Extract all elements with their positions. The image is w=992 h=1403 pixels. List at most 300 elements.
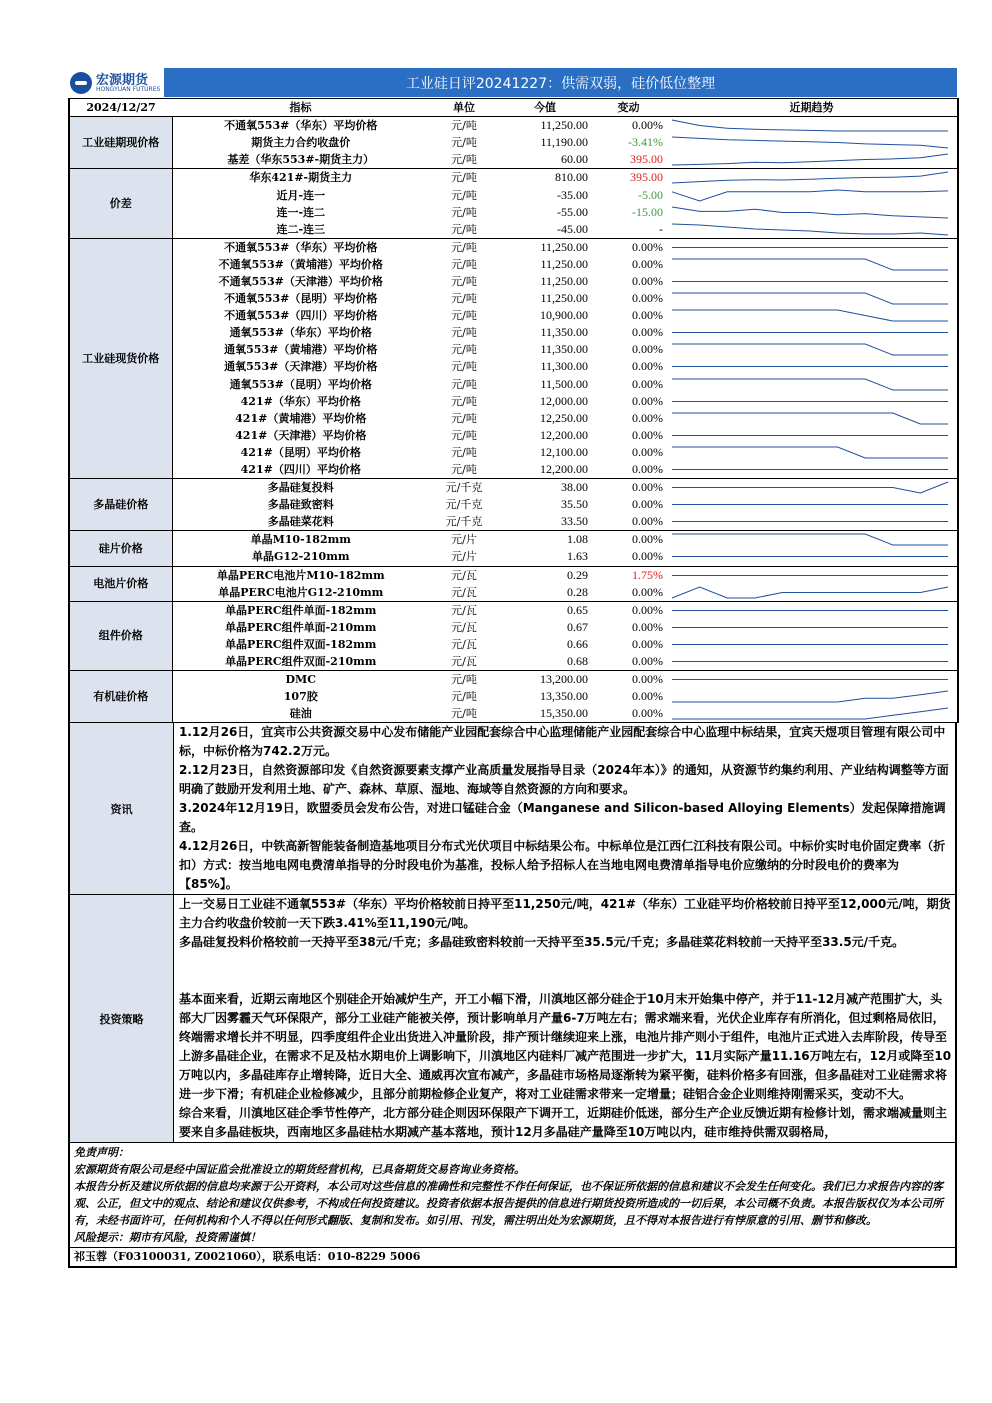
value-cell: 810.00	[555, 170, 588, 185]
table-row	[69, 619, 958, 636]
indicator-name: 华东421#-期货主力	[249, 171, 353, 185]
unit-cell: 元/瓦	[451, 620, 477, 634]
trend-line	[672, 344, 948, 355]
unit-cell: 元/吨	[429, 461, 499, 479]
table-row	[69, 307, 958, 324]
logo-name-en: HONGYUAN FUTURES	[96, 85, 161, 93]
trend-cell	[666, 461, 958, 479]
trend-cell	[666, 671, 958, 689]
change-cell: 395.00	[630, 170, 663, 185]
trend-line	[672, 587, 948, 598]
unit-cell: 元/吨	[451, 205, 477, 219]
trend-cell	[666, 705, 958, 723]
disclaimer-line: 宏源期货有限公司是经中国证监会批准设立的期货经营机构，已具备期货交易咨询业务资格。	[74, 1163, 525, 1177]
unit-cell: 元/吨	[451, 326, 477, 340]
table-header-row	[69, 99, 958, 117]
trend-line	[672, 379, 948, 390]
trend-cell	[666, 636, 958, 653]
unit-cell: 元/吨	[451, 292, 477, 306]
trend-cell	[666, 204, 958, 221]
value-cell: 12,200.00	[540, 427, 588, 442]
change-cell: 0.00%	[632, 672, 663, 687]
indicator-name: 基差（华东553#-期货主力）	[172, 151, 429, 169]
indicator-name: 通氧553#（华东）平均价格	[229, 326, 372, 340]
value-cell: -45.00	[499, 221, 591, 239]
category-label: 有机硅价格	[69, 671, 172, 723]
table-row	[69, 169, 958, 187]
value-cell: 11,350.00	[540, 325, 588, 340]
trend-cell	[666, 548, 958, 566]
strategy-paragraph: 多晶硅复投料价格较前一天持平至38元/千克；多晶硅致密料较前一天持平至35.5元/千克；多晶硅菜花料较前一天持平至33.5元/千克。	[179, 935, 905, 950]
trend-cell	[666, 601, 958, 619]
change-cell: 0.00%	[632, 636, 663, 651]
category-label: 电池片价格	[69, 566, 172, 601]
news-section	[68, 723, 957, 895]
trend-sparkline	[666, 393, 958, 410]
indicator-name: 单晶M10-182mm	[250, 533, 351, 547]
category-label: 工业硅期现价格	[69, 117, 172, 169]
logo-name-cn: 宏源期货	[96, 72, 149, 88]
trend-sparkline	[666, 187, 958, 204]
trend-sparkline	[666, 341, 958, 358]
price-table	[68, 98, 959, 723]
trend-line	[672, 482, 948, 493]
indicator-name: 单晶PERC组件双面-210mm	[172, 653, 429, 671]
trend-cell	[666, 151, 958, 169]
value-cell: 0.29	[567, 567, 588, 582]
indicator-name: 单晶PERC电池片G12-210mm	[172, 584, 429, 602]
unit-cell: 元/吨	[451, 343, 477, 357]
trend-cell	[666, 427, 958, 444]
value-cell: 11,250.00	[540, 239, 588, 254]
trend-sparkline	[666, 134, 958, 151]
table-row	[69, 496, 958, 513]
trend-sparkline	[666, 221, 958, 238]
unit-cell: 元/瓦	[451, 637, 477, 651]
disclaimer-heading: 免责声明：	[74, 1146, 129, 1160]
change-cell: 0.00%	[632, 118, 663, 133]
indicator-name: 单晶PERC组件双面-182mm	[225, 637, 377, 651]
table-row	[69, 584, 958, 602]
trend-sparkline	[666, 671, 958, 688]
strategy-body	[174, 895, 955, 1142]
trend-sparkline	[666, 273, 958, 290]
change-cell: 0.00%	[632, 602, 663, 617]
analyst-footer: 祁玉蓉（F03100031, Z0021060），联系电话：010-8229 5006	[68, 1248, 957, 1268]
indicator-name: 近月-连一	[276, 188, 326, 202]
table-row	[69, 358, 958, 375]
unit-cell: 元/瓦	[429, 584, 499, 602]
trend-sparkline	[666, 636, 958, 653]
trend-sparkline	[666, 602, 958, 619]
value-cell: 0.68	[499, 653, 591, 671]
table-row	[69, 601, 958, 619]
trend-cell	[666, 513, 958, 531]
indicator-name: 单晶G12-210mm	[172, 548, 429, 566]
trend-sparkline	[666, 444, 958, 461]
value-cell: 12,250.00	[540, 410, 588, 425]
change-cell: -15.00	[632, 204, 663, 219]
trend-sparkline	[666, 496, 958, 513]
value-cell: 1.63	[499, 548, 591, 566]
category-label: 工业硅现货价格	[69, 238, 172, 478]
table-row	[69, 531, 958, 549]
trend-sparkline	[666, 584, 958, 601]
indicator-name: 单晶PERC组件单面-182mm	[225, 603, 377, 617]
trend-sparkline	[666, 376, 958, 393]
indicator-name: 通氧553#（天津港）平均价格	[224, 360, 378, 374]
trend-line	[672, 293, 948, 304]
value-cell: 12,000.00	[540, 393, 588, 408]
table-row	[69, 427, 958, 444]
unit-cell: 元/吨	[451, 274, 477, 288]
indicator-name: 多晶硅菜花料	[172, 513, 429, 531]
trend-cell	[666, 619, 958, 636]
change-cell: 0.00%	[591, 584, 666, 602]
table-row	[69, 705, 958, 723]
value-cell: 38.00	[561, 480, 588, 495]
unit-cell: 元/吨	[451, 673, 477, 687]
change-cell: 0.00%	[632, 359, 663, 374]
unit-cell: 元/千克	[445, 481, 483, 495]
trend-cell	[666, 479, 958, 497]
change-cell: 0.00%	[591, 705, 666, 723]
trend-line	[672, 534, 948, 545]
trend-sparkline	[666, 653, 958, 670]
unit-cell: 元/吨	[451, 690, 477, 704]
value-cell: 12,200.00	[499, 461, 591, 479]
indicator-name: 多晶硅复投料	[267, 481, 334, 495]
unit-cell: 元/吨	[451, 411, 477, 425]
unit-cell: 元/吨	[429, 221, 499, 239]
trend-cell	[666, 169, 958, 187]
trend-cell	[666, 584, 958, 602]
trend-cell	[666, 531, 958, 549]
trend-sparkline	[666, 567, 958, 584]
change-cell: 0.00%	[632, 689, 663, 704]
trend-sparkline	[666, 479, 958, 496]
unit-cell: 元/吨	[429, 705, 499, 723]
trend-sparkline	[666, 256, 958, 273]
change-cell: 1.75%	[632, 567, 663, 582]
indicator-name: 421#（黄埔港）平均价格	[235, 411, 367, 425]
trend-line	[672, 310, 948, 321]
change-cell: 0.00%	[632, 376, 663, 391]
indicator-name: 通氧553#（黄埔港）平均价格	[224, 343, 378, 357]
unit-cell: 元/吨	[451, 257, 477, 271]
trend-line	[672, 190, 948, 201]
trend-line	[672, 413, 948, 424]
trend-sparkline	[666, 290, 958, 307]
table-row	[69, 238, 958, 256]
change-cell: -5.00	[638, 187, 663, 202]
report-date: 2024/12/27	[69, 99, 172, 117]
trend-cell	[666, 653, 958, 671]
indicator-name: 421#（华东）平均价格	[240, 394, 361, 408]
value-cell: 11,250.00	[540, 256, 588, 271]
indicator-name: 不通氧553#（黄埔港）平均价格	[218, 257, 383, 271]
change-cell: 0.00%	[632, 393, 663, 408]
report-header	[68, 68, 957, 98]
strategy-paragraph: 上一交易日工业硅不通氧553#（华东）平均价格较前日持平至11,250元/吨，421#（华东）工业硅平均价格较前日持平至12,000元/吨，期货主力合约收盘价较前一天下跌3.41%至11,190元/吨。	[179, 897, 951, 931]
trend-line	[672, 207, 948, 218]
value-cell: 35.50	[561, 497, 588, 512]
table-row	[69, 444, 958, 461]
indicator-name: 不通氧553#（华东）平均价格	[224, 119, 378, 133]
change-cell: 0.00%	[591, 513, 666, 531]
trend-cell	[666, 324, 958, 341]
unit-cell: 元/片	[451, 533, 477, 547]
category-label: 价差	[69, 169, 172, 238]
unit-cell: 元/吨	[451, 171, 477, 185]
unit-cell: 元/吨	[451, 240, 477, 254]
change-cell: 0.00%	[632, 532, 663, 547]
category-label: 组件价格	[69, 601, 172, 670]
value-cell: 11,250.00	[540, 291, 588, 306]
change-cell: 0.00%	[632, 342, 663, 357]
unit-cell: 元/吨	[451, 377, 477, 391]
company-logo	[68, 68, 162, 98]
trend-cell	[666, 410, 958, 427]
trend-line	[672, 154, 948, 165]
indicator-name: 不通氧553#（华东）平均价格	[224, 240, 378, 254]
table-row	[69, 273, 958, 290]
indicator-name: 不通氧553#（天津港）平均价格	[218, 274, 383, 288]
change-cell: 0.00%	[632, 273, 663, 288]
disclaimer-line: 风险提示：期市有风险，投资需谨慎！	[74, 1231, 261, 1245]
trend-line	[672, 120, 948, 131]
change-cell: -3.41%	[628, 135, 663, 150]
change-cell: 0.00%	[632, 239, 663, 254]
value-cell: -35.00	[557, 187, 588, 202]
value-cell: 13,350.00	[540, 689, 588, 704]
table-row	[69, 151, 958, 169]
trend-sparkline	[666, 619, 958, 636]
indicator-name: 421#（昆明）平均价格	[240, 445, 361, 459]
col-value: 今值	[499, 99, 591, 117]
trend-sparkline	[666, 151, 958, 168]
indicator-name: 107胶	[283, 690, 318, 704]
news-item: 2.12月23日，自然资源部印发《自然资源要素支撑产业高质量发展指导目录（2024年本）》的通知，从资源节约集约利用、产业结构调整等方面明确了鼓励开发利用土地、矿产、森林、草原、湿地、海域等自然资源的方向和要求。	[179, 763, 949, 797]
value-cell: 10,900.00	[540, 308, 588, 323]
news-label: 资讯	[70, 723, 174, 894]
table-row	[69, 636, 958, 653]
trend-line	[672, 259, 948, 270]
unit-cell: 元/吨	[451, 394, 477, 408]
indicator-name: 单晶PERC电池片M10-182mm	[216, 568, 385, 582]
trend-line	[672, 708, 948, 719]
change-cell: 0.00%	[632, 410, 663, 425]
col-indicator: 指标	[172, 99, 429, 117]
indicator-name: 连一-连二	[276, 205, 326, 219]
trend-cell	[666, 221, 958, 239]
unit-cell: 元/千克	[445, 498, 483, 512]
strategy-section	[68, 895, 957, 1143]
value-cell: 11,250.00	[540, 273, 588, 288]
trend-sparkline	[666, 307, 958, 324]
trend-cell	[666, 186, 958, 203]
news-item: 1.12月26日，宜宾市公共资源交易中心发布储能产业园配套综合中心监理储能产业园配套综合中心监理中标结果，宜宾天煜项目管理有限公司中标，中标价格为742.2万元。	[179, 725, 946, 759]
unit-cell: 元/片	[429, 548, 499, 566]
trend-sparkline	[666, 410, 958, 427]
unit-cell: 元/吨	[451, 360, 477, 374]
table-row	[69, 186, 958, 203]
change-cell: 0.00%	[632, 325, 663, 340]
news-body	[174, 723, 955, 894]
indicator-name: 通氧553#（昆明）平均价格	[229, 377, 372, 391]
value-cell: 12,100.00	[540, 444, 588, 459]
report-title: 工业硅日评20241227：供需双弱，硅价低位整理	[164, 68, 957, 97]
table-row	[69, 393, 958, 410]
table-row	[69, 341, 958, 358]
trend-line	[672, 447, 948, 458]
trend-sparkline	[666, 513, 958, 530]
value-cell: 0.66	[567, 636, 588, 651]
trend-cell	[666, 566, 958, 584]
col-change: 变动	[591, 99, 666, 117]
change-cell: 0.00%	[591, 461, 666, 479]
trend-cell	[666, 376, 958, 393]
trend-cell	[666, 307, 958, 324]
table-row	[69, 134, 958, 151]
trend-sparkline	[666, 358, 958, 375]
unit-cell: 元/吨	[451, 428, 477, 442]
change-cell: 0.00%	[632, 619, 663, 634]
value-cell: 11,350.00	[540, 342, 588, 357]
table-row	[69, 479, 958, 497]
table-row	[69, 290, 958, 307]
indicator-name: 421#（四川）平均价格	[172, 461, 429, 479]
value-cell: 1.08	[567, 532, 588, 547]
strategy-label: 投资策略	[70, 895, 174, 1142]
trend-cell	[666, 117, 958, 135]
strategy-paragraph: 基本面来看，近期云南地区个别硅企开始减炉生产，开工小幅下滑，川滇地区部分硅企于10月末开始集中停产，并于11-12月减产范围扩大，头部大厂因雾霾天气环保限产，部分工业硅产能被关停，预计影响单月产量6-7万吨左右；需求端来看，光伏企业库存有所消化，但过剩格局依旧，终端需求增长并不明显，四季度组件企业出货进入冲量阶段，排产预计继续迎来上涨，电池片排产则小于组件，电池片正式进入去库阶段，传导至上游多晶硅企业，在需求不足及枯水期电价上调影响下，川滇地区内硅料厂减产范围进一步扩大，11月实际产量11.16万吨左右，12月或降至10万吨以内，多晶硅库存止增转降，近日大全、通威再次宣布减产，多晶硅市场格局逐渐转为紧平衡，硅料价格多有回涨，但多晶硅对工业硅需求将进一步下滑；有机硅企业检修减少，且部分前期检修企业复产，将对工业硅需求带来一定增量；硅铝合金企业则维持刚需采买，变动不大。	[179, 992, 952, 1102]
table-row	[69, 653, 958, 671]
strategy-paragraph: 综合来看，川滇地区硅企季节性停产，北方部分硅企则因环保限产下调开工，近期硅价低迷，部分生产企业反馈近期有检修计划，需求端减量则主要来自多晶硅板块，西南地区多晶硅枯水期减产基本落地，预计12月多晶硅产量降至10万吨以内，硅市维持供需双弱格局，	[179, 1106, 948, 1140]
unit-cell: 元/吨	[451, 188, 477, 202]
unit-cell: 元/瓦	[451, 603, 477, 617]
category-label: 硅片价格	[69, 531, 172, 566]
unit-cell: 元/千克	[429, 513, 499, 531]
trend-cell	[666, 256, 958, 273]
trend-cell	[666, 134, 958, 151]
value-cell: 33.50	[499, 513, 591, 531]
news-item: 3.2024年12月19日，欧盟委员会发布公告，对进口锰硅合金（Manganese and Silicon-based Alloying Elements）发起保障措施调查。	[179, 801, 946, 835]
indicator-name: DMC	[285, 673, 316, 687]
col-unit: 单位	[429, 99, 499, 117]
trend-sparkline	[666, 705, 958, 722]
trend-sparkline	[666, 324, 958, 341]
unit-cell: 元/吨	[429, 151, 499, 169]
table-row	[69, 410, 958, 427]
table-row	[69, 548, 958, 566]
trend-cell	[666, 290, 958, 307]
value-cell: 60.00	[499, 151, 591, 169]
trend-sparkline	[666, 427, 958, 444]
trend-cell	[666, 341, 958, 358]
unit-cell: 元/吨	[451, 309, 477, 323]
table-row	[69, 688, 958, 705]
unit-cell: 元/吨	[451, 445, 477, 459]
trend-sparkline	[666, 169, 958, 186]
trend-sparkline	[666, 531, 958, 548]
value-cell: 15,350.00	[499, 705, 591, 723]
table-row	[69, 376, 958, 393]
table-row	[69, 117, 958, 135]
trend-line	[672, 137, 948, 148]
value-cell: 11,300.00	[540, 359, 588, 374]
change-cell: 0.00%	[632, 291, 663, 306]
value-cell: 0.65	[567, 602, 588, 617]
trend-line	[672, 172, 948, 183]
change-cell: 0.00%	[632, 497, 663, 512]
change-cell: 0.00%	[591, 548, 666, 566]
trend-sparkline	[666, 688, 958, 705]
change-cell: 0.00%	[632, 480, 663, 495]
change-cell: 0.00%	[632, 256, 663, 271]
change-cell: 0.00%	[591, 653, 666, 671]
value-cell: 11,190.00	[540, 135, 588, 150]
indicator-name: 421#（天津港）平均价格	[235, 428, 367, 442]
trend-sparkline	[666, 239, 958, 256]
trend-sparkline	[666, 204, 958, 221]
change-cell: 395.00	[591, 151, 666, 169]
trend-line	[672, 691, 948, 702]
indicator-name: 期货主力合约收盘价	[251, 136, 351, 150]
value-cell: 0.28	[499, 584, 591, 602]
indicator-name: 单晶PERC组件单面-210mm	[225, 620, 377, 634]
disclaimer-line: 本报告分析及建议所依据的信息均来源于公开资料，本公司对这些信息的准确性和完整性不作任何保证，也不保证所依据的信息和建议不会发生任何变化。我们已力求报告内容的客观、公正，但文中的观点、结论和建议仅供参考，不构成任何投资建议。投资者依据本报告提供的信息进行期货投资所造成的一切后果，本公司概不负责。本报告版权仅为本公司所有，未经书面许可，任何机构和个人不得以任何形式翻版、复制和发布。如引用、刊发，需注明出处为宏源期货，且不得对本报告进行有悖原意的引用、删节和修改。	[74, 1180, 943, 1228]
change-cell: 0.00%	[632, 308, 663, 323]
trend-sparkline	[666, 548, 958, 565]
change-cell: 0.00%	[632, 444, 663, 459]
unit-cell: 元/瓦	[429, 653, 499, 671]
news-item: 4.12月26日，中铁高新智能装备制造基地项目分布式光伏项目中标结果公布。中标单位是江西仁江科技有限公司。中标价实时电价固定费率（折扣）方式：按当地电网电费清单指导的分时段电价为基准，投标人给予招标人在当地电网电费清单指导电价应缴纳的分时段电价的费率为【85%】。	[179, 839, 946, 892]
trend-sparkline	[666, 117, 958, 134]
unit-cell: 元/瓦	[451, 568, 477, 582]
indicator-name: 不通氧553#（四川）平均价格	[224, 309, 378, 323]
table-row	[69, 566, 958, 584]
col-trend: 近期趋势	[666, 99, 958, 117]
indicator-name: 硅油	[172, 705, 429, 723]
indicator-name: 多晶硅致密料	[267, 498, 334, 512]
disclaimer	[68, 1143, 957, 1248]
change-cell: -	[591, 221, 666, 239]
table-row	[69, 513, 958, 531]
value-cell: 0.67	[567, 619, 588, 634]
change-cell: 0.00%	[632, 427, 663, 442]
trend-cell	[666, 444, 958, 461]
table-row	[69, 461, 958, 479]
unit-cell: 元/吨	[451, 119, 477, 133]
indicator-name: 连二-连三	[172, 221, 429, 239]
table-row	[69, 256, 958, 273]
table-row	[69, 671, 958, 689]
category-label: 多晶硅价格	[69, 479, 172, 531]
value-cell: 11,250.00	[540, 118, 588, 133]
value-cell: -55.00	[557, 204, 588, 219]
table-row	[69, 204, 958, 221]
trend-line	[672, 224, 948, 235]
trend-cell	[666, 273, 958, 290]
trend-cell	[666, 688, 958, 705]
value-cell: 11,500.00	[540, 376, 588, 391]
trend-cell	[666, 393, 958, 410]
indicator-name: 不通氧553#（昆明）平均价格	[224, 292, 378, 306]
logo-icon	[70, 72, 92, 94]
trend-sparkline	[666, 461, 958, 478]
trend-cell	[666, 238, 958, 256]
